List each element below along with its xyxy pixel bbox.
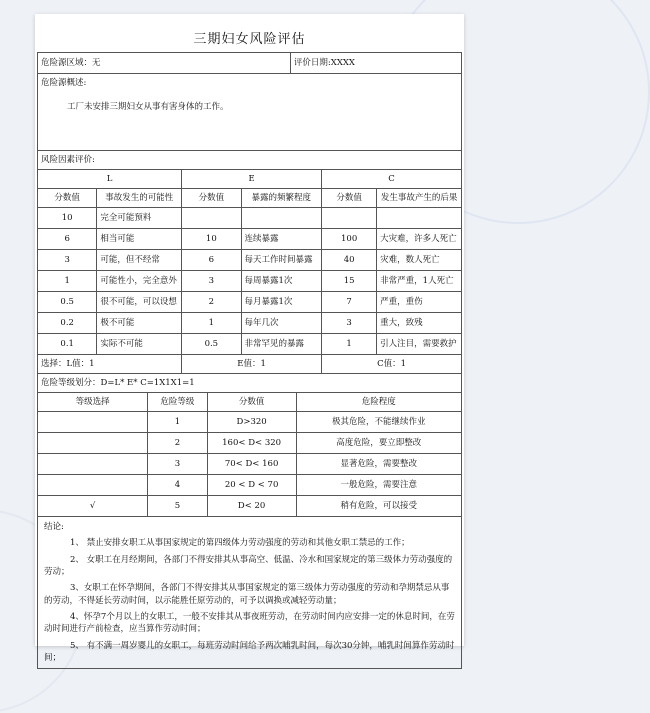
overview-section [37,74,462,151]
table-cell: 1 [322,334,377,355]
table-cell: 3 [148,454,207,475]
table-cell: D>320 [207,412,296,433]
table-row [38,475,462,496]
table-cell: 6 [38,229,97,250]
grading-label: 危险等级划分：D=L* E* C=1X1X1=1 [37,374,462,392]
conclusion-item: 5、 有不满一周岁婴儿的女职工，每班劳动时间给予两次哺乳时间，每次30分钟，哺乳时间算作劳动时间； [44,640,455,663]
table-row [38,208,462,229]
table-cell: 40 [322,250,377,271]
table-cell: 大灾难，许多人死亡 [377,229,462,250]
table-cell: 实际不可能 [97,334,182,355]
table-cell: 3 [182,271,241,292]
e-value-selection: E值：1 [182,355,322,374]
column-header: 发生事故产生的后果 [377,189,462,208]
table-row [38,412,462,433]
table-cell: 70< D< 160 [207,454,296,475]
table-cell: 1 [38,271,97,292]
factors-label: 风险因素评价: [37,151,462,169]
grading-table [37,392,462,517]
table-cell: 100 [322,229,377,250]
table-cell: 每月暴露1次 [241,292,322,313]
table-cell: 3 [38,250,97,271]
table-cell: 1 [182,313,241,334]
table-cell [182,208,241,229]
table-row [38,292,462,313]
table-cell: 160< D< 320 [207,433,296,454]
grade-checkbox [38,454,148,475]
table-cell: 0.2 [38,313,97,334]
column-header: 事故发生的可能性 [97,189,182,208]
column-header: 分数值 [322,189,377,208]
grade-checkbox [38,475,148,496]
table-cell [241,208,322,229]
conclusion-item: 3、女职工在怀孕期间，各部门不得安排其从事国家规定的第三级体力劳动强度的劳动和孕期禁忌从事的劳动，不得延长劳动时间，以示能胜任原劳动的，可予以调换或减轻劳动量； [44,583,450,606]
table-cell: 一般危险，需要注意 [296,475,461,496]
column-header: 分数值 [182,189,241,208]
table-row [38,334,462,355]
table-cell: 0.5 [38,292,97,313]
table-row [38,433,462,454]
table-cell: 7 [322,292,377,313]
table-cell: 极其危险，不能继续作业 [296,412,461,433]
conclusion-item: 2、 女职工在月经期间，各部门不得安排其从事高空、低温、冷水和国家规定的第三级体力劳动强度的劳动； [44,554,453,577]
table-cell: 显著危险，需要整改 [296,454,461,475]
table-cell: 可能性小，完全意外 [97,271,182,292]
c-value-selection: C值：1 [322,355,462,374]
table-cell: 高度危险，要立即整改 [296,433,461,454]
table-row [38,313,462,334]
table-cell [322,208,377,229]
table-cell: 10 [38,208,97,229]
table-cell: 5 [148,496,207,517]
table-cell: 2 [182,292,241,313]
document-title: 三期妇女风险评估 [193,32,306,47]
overview-text: 工厂未安排三期妇女从事有害身体的工作。 [67,102,229,112]
table-cell: 20 < D < 70 [207,475,296,496]
table-cell: 0.5 [182,334,241,355]
table-cell: 完全可能预料 [97,208,182,229]
evaluation-date-cell: 评价日期:XXXX [290,53,461,74]
assessment-form [37,52,462,669]
table-cell: 10 [182,229,241,250]
l-value-selection: 选择：L值：1 [38,355,182,374]
header-table [37,52,462,74]
table-cell: 4 [148,475,207,496]
table-cell: 灾难，数人死亡 [377,250,462,271]
table-cell: 每天工作时间暴露 [241,250,322,271]
table-cell: 6 [182,250,241,271]
factors-table [37,169,462,374]
conclusion-item: 4、怀孕7个月以上的女职工，一般不安排其从事夜班劳动，在劳动时间内应安排一定的休息时间，在劳动时间进行产前检查，应当算作劳动时间； [44,611,455,635]
table-cell: 每周暴露1次 [241,271,322,292]
overview-label: 危险源概述: [41,78,87,88]
table-cell: 3 [322,313,377,334]
column-header: 危险程度 [296,393,461,412]
conclusion-item: 1、 禁止安排女职工从事国家规定的第四级体力劳动强度的劳动和其他女职工禁忌的工作； [70,538,410,549]
table-row [38,496,462,517]
table-row [38,250,462,271]
document-page [35,14,464,663]
table-cell: 相当可能 [97,229,182,250]
table-cell: 重大，致残 [377,313,462,334]
hazard-area-cell: 危险源区域：无 [38,53,291,74]
column-header: 分数值 [38,189,97,208]
table-cell: 15 [322,271,377,292]
table-cell: 严重，重伤 [377,292,462,313]
table-cell: 很不可能，可以设想 [97,292,182,313]
table-row [38,271,462,292]
column-header: 暴露的频繁程度 [241,189,322,208]
table-cell: 连续暴露 [241,229,322,250]
conclusion-section [37,517,462,669]
table-cell: 0.1 [38,334,97,355]
grade-checkbox: √ [38,496,148,517]
table-cell: 稍有危险，可以接受 [296,496,461,517]
table-cell: 1 [148,412,207,433]
column-header: 分数值 [207,393,296,412]
group-header-c: C [322,170,462,189]
table-row [38,454,462,475]
table-cell: 引人注目，需要救护 [377,334,462,355]
grade-checkbox [38,412,148,433]
table-cell: 非常严重，1人死亡 [377,271,462,292]
group-header-l: L [38,170,182,189]
table-row [38,229,462,250]
table-cell: 可能，但不经常 [97,250,182,271]
table-cell: 非常罕见的暴露 [241,334,322,355]
table-cell [377,208,462,229]
conclusion-label: 结论: [44,522,64,532]
table-cell: D< 20 [207,496,296,517]
table-cell: 每年几次 [241,313,322,334]
group-header-e: E [182,170,322,189]
grade-checkbox [38,433,148,454]
column-header: 等级选择 [38,393,148,412]
column-header: 危险等级 [148,393,207,412]
table-cell: 2 [148,433,207,454]
table-cell: 极不可能 [97,313,182,334]
